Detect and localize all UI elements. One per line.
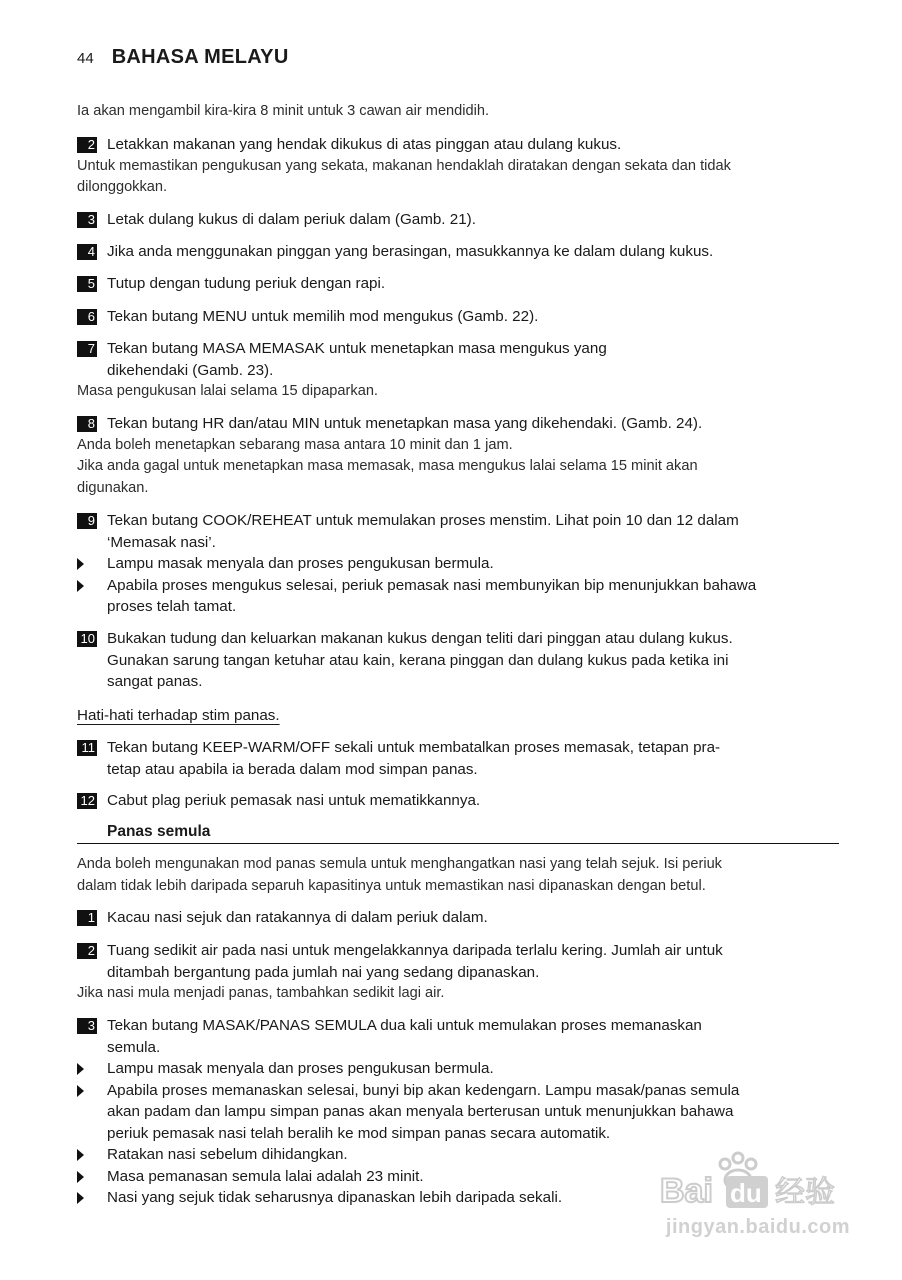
step-8	[77, 413, 839, 499]
step-number: 2	[77, 943, 97, 959]
step-text: Letak dulang kukus di dalam periuk dalam (Gamb. 21).	[107, 211, 476, 228]
step-text: Jika anda menggunakan pinggan yang berasingan, masukkannya ke dalam dulang kukus.	[107, 243, 714, 260]
step-12	[77, 790, 839, 812]
bullet-marker-icon	[77, 580, 84, 592]
step-number: 7	[77, 341, 97, 357]
step-text: Tekan butang HR dan/atau MIN untuk menetapkan masa yang dikehendaki. (Gamb. 24).	[107, 415, 703, 432]
step-note: Masa pengukusan lalai selama 15 dipaparkan.	[77, 383, 378, 399]
step-text: Tekan butang MASAK/PANAS SEMULA dua kali untuk memulakan proses memanaskan	[107, 1017, 702, 1034]
bullet-marker-icon	[77, 1149, 84, 1161]
baidu-jingyan-logo-icon	[630, 1150, 850, 1216]
reheat-step-1	[77, 907, 839, 929]
step-text: Tuang sedikit air pada nasi untuk mengelakkannya daripada terlalu kering. Jumlah air untuk	[107, 942, 723, 959]
watermark-url: jingyan.baidu.com	[665, 1216, 850, 1238]
reheat-step-2	[77, 940, 839, 1005]
bullet-item: Apabila proses memanaskan selesai, bunyi bip akan kedengarn. Lampu masak/panas semula akan padam dan lampu simpan panas akan menyala berterusan untuk menunjukkan bahawa periuk pemasak nasi telah beralih ke mod simpan panas secara automatik.	[77, 1080, 839, 1145]
step-3	[77, 209, 839, 231]
step-5	[77, 273, 839, 295]
step-text: Tekan butang COOK/REHEAT untuk memulakan proses menstim. Lihat poin 10 dan 12 dalam	[107, 512, 739, 529]
step-text: Tekan butang KEEP-WARM/OFF sekali untuk membatalkan proses memasak, tetapan pra-	[107, 739, 721, 756]
step-number: 8	[77, 416, 97, 432]
step-note: digunakan.	[77, 479, 149, 496]
step-9	[77, 510, 839, 618]
svg-text:经验: 经验	[775, 1175, 835, 1210]
step-number: 10	[77, 631, 97, 647]
bullet-marker-icon	[77, 1192, 84, 1204]
step-number: 6	[77, 309, 97, 325]
bullet-marker-icon	[77, 1085, 84, 1097]
section-intro: Anda boleh mengunakan mod panas semula untuk menghangatkan nasi yang telah sejuk. Isi periuk dalam tidak lebih daripada separuh kapasitinya untuk memastikan nasi dipanaskan dengan betul.	[77, 856, 722, 894]
page-number: 44	[77, 50, 94, 67]
step-7	[77, 338, 839, 403]
bullet-item: Ratakan nasi sebelum dihidangkan.	[77, 1144, 839, 1166]
step-2	[77, 134, 839, 199]
bullet-marker-icon	[77, 1063, 84, 1075]
step-11	[77, 737, 839, 780]
step-text: Letakkan makanan yang hendak dikukus di atas pinggan atau dulang kukus.	[107, 136, 622, 153]
step-note: Untuk memastikan pengukusan yang sekata, makanan hendaklah diratakan dengan sekata dan tidak	[77, 157, 731, 174]
step-text: Cabut plag periuk pemasak nasi untuk mematikkannya.	[107, 792, 481, 809]
step-number: 2	[77, 137, 97, 153]
step-number: 3	[77, 212, 97, 228]
step-note: dilonggokkan.	[77, 179, 168, 195]
step-text: Tutup dengan tudung periuk dengan rapi.	[107, 275, 386, 292]
step-note: Jika nasi mula menjadi panas, tambahkan sedikit lagi air.	[77, 985, 445, 1001]
bullet-item: Apabila proses mengukus selesai, periuk pemasak nasi membunyikan bip menunjukkan bahawa proses telah tamat.	[77, 575, 839, 618]
step-text: ditambah bergantung pada jumlah nai yang sedang dipanaskan.	[107, 963, 540, 981]
step-10	[77, 628, 839, 693]
step-number: 5	[77, 276, 97, 292]
svg-text:Bai: Bai	[660, 1172, 713, 1210]
intro-text: Ia akan mengambil kira-kira 8 minit untuk 3 cawan air mendidih.	[77, 103, 490, 119]
baidu-watermark	[630, 1150, 850, 1260]
bullet-item: Lampu masak menyala dan proses pengukusan bermula.	[77, 1058, 839, 1080]
step-number: 9	[77, 513, 97, 529]
step-text: dikehendaki (Gamb. 23).	[107, 361, 274, 379]
bullet-item: Masa pemanasan semula lalai adalah 23 minit.	[77, 1166, 839, 1188]
bullet-marker-icon	[77, 1171, 84, 1183]
svg-text:du: du	[730, 1178, 762, 1208]
step-text: Tekan butang MENU untuk memilih mod mengukus (Gamb. 22).	[107, 308, 539, 325]
step-4	[77, 241, 839, 263]
step-text: tetap atau apabila ia berada dalam mod simpan panas.	[107, 760, 478, 778]
step-number: 11	[77, 740, 97, 756]
page-header	[77, 46, 289, 69]
step-number: 12	[77, 793, 97, 809]
step-text: sangat panas.	[107, 673, 203, 690]
step-note: Anda boleh menetapkan sebarang masa antara 10 minit dan 1 jam.	[77, 436, 513, 453]
step-text: Gunakan sarung tangan ketuhar atau kain, kerana pinggan dan dulang kukus pada ketika ini	[107, 651, 729, 669]
step-number: 1	[77, 910, 97, 926]
step-number: 3	[77, 1018, 97, 1034]
step-number: 4	[77, 244, 97, 260]
bullet-item: Lampu masak menyala dan proses pengukusan bermula.	[77, 553, 839, 575]
step-text: Bukakan tudung dan keluarkan makanan kukus dengan teliti dari pinggan atau dulang kukus.	[107, 630, 733, 647]
step-6	[77, 306, 839, 328]
bullet-item: Nasi yang sejuk tidak seharusnya dipanaskan lebih daripada sekali.	[77, 1187, 839, 1209]
step-note: Jika anda gagal untuk menetapkan masa memasak, masa mengukus lalai selama 15 minit akan	[77, 458, 698, 474]
step-text: ‘Memasak nasi’.	[107, 533, 216, 551]
page-title: BAHASA MELAYU	[111, 46, 289, 68]
warning-text: Hati-hati terhadap stim panas.	[77, 707, 280, 724]
bullet-marker-icon	[77, 558, 84, 570]
step-text: Kacau nasi sejuk dan ratakannya di dalam periuk dalam.	[107, 909, 488, 926]
section-heading: Panas semula	[77, 821, 839, 844]
step-text: semula.	[107, 1038, 161, 1056]
step-text: Tekan butang MASA MEMASAK untuk menetapkan masa mengukus yang	[107, 340, 607, 357]
